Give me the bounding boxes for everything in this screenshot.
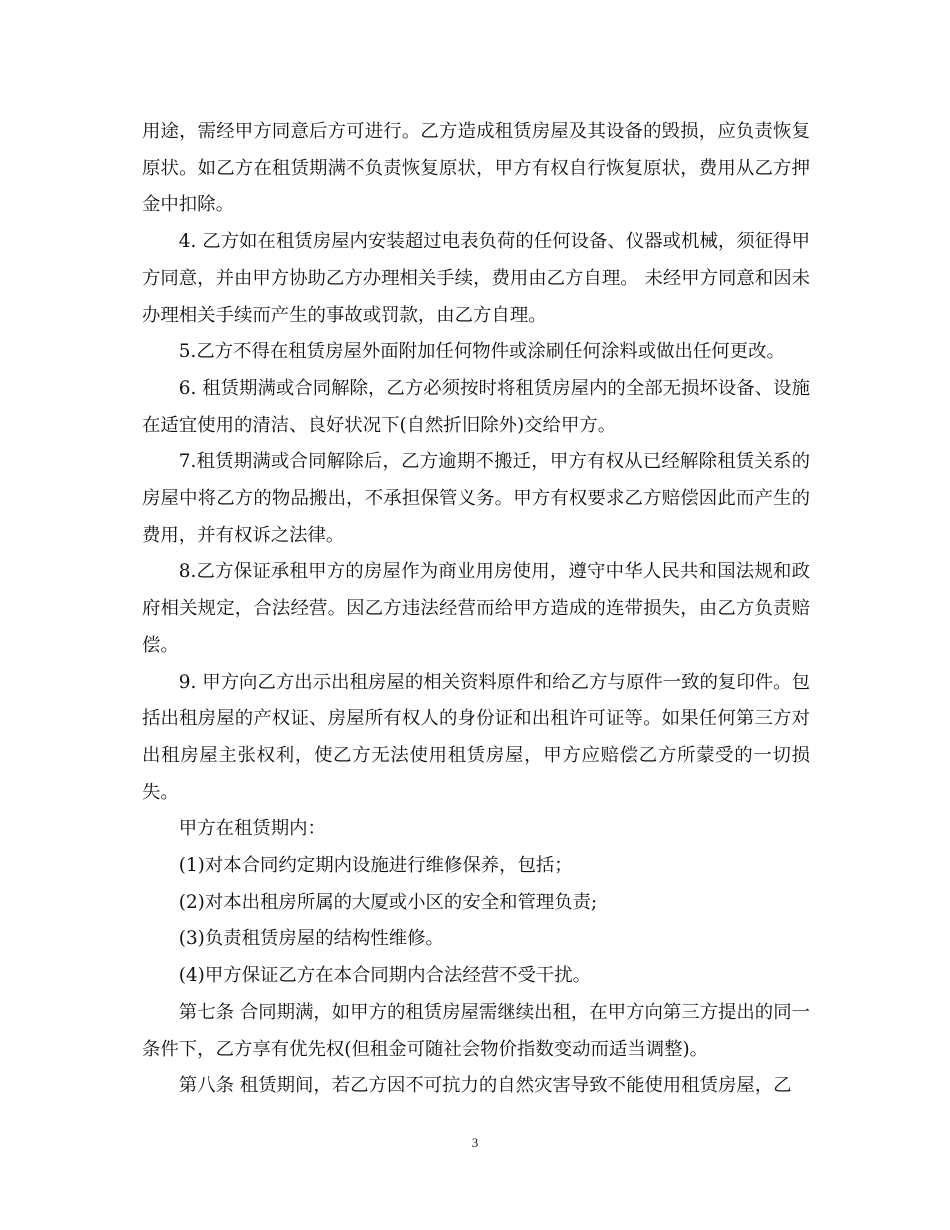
paragraph-item-6: 6. 租赁期满或合同解除，乙方必须按时将租赁房屋内的全部无损坏设备、设施在适宜使用的清洁、良好状况下(自然折旧除外)交给甲方。 — [142, 377, 810, 436]
paragraph-item-7: 7.租赁期满或合同解除后，乙方逾期不搬迁，甲方有权从已经解除租赁关系的房屋中将乙方的物品搬出，不承担保管义务。甲方有权要求乙方赔偿因此而产生的费用，并有权诉之法律。 — [142, 451, 810, 546]
document-body — [142, 114, 810, 1105]
paragraph-article-8: 第八条 租赁期间，若乙方因不可抗力的自然灾害导致不能使用租赁房屋，乙 — [178, 1075, 792, 1097]
paragraph-item-4: 4. 乙方如在租赁房屋内安装超过电表负荷的任何设备、仪器或机械，须征得甲方同意，并由甲方协助乙方办理相关手续，费用由乙方自理。 未经甲方同意和因未办理相关手续而产生的事故或罚款，由乙方自理。 — [142, 231, 810, 326]
page-number: 3 — [471, 1135, 479, 1150]
paragraph-item-9: 9. 甲方向乙方出示出租房屋的相关资料原件和给乙方与原件一致的复印件。包括出租房屋的产权证、房屋所有权人的身份证和出租许可证等。如果任何第三方对出租房屋主张权利，使乙方无法使用租赁房屋，甲方应赔偿乙方所蒙受的一切损失。 — [142, 671, 810, 803]
paragraph-duty-3: (3)负责租赁房屋的结构性维修。 — [178, 928, 444, 950]
paragraph-party-a-duties-heading: 甲方在租赁期内： — [178, 818, 326, 840]
paragraph-duty-2: (2)对本出租房所属的大厦或小区的安全和管理负责; — [178, 891, 598, 913]
paragraph-continuation: 用途，需经甲方同意后方可进行。乙方造成租赁房屋及其设备的毁损，应负责恢复原状。如乙方在租赁期满不负责恢复原状，甲方有权自行恢复原状，费用从乙方押金中扣除。 — [142, 121, 810, 216]
paragraph-item-8: 8.乙方保证承租甲方的房屋作为商业用房使用，遵守中华人民共和国法规和政府相关规定，合法经营。因乙方违法经营而给甲方造成的连带损失，由乙方负责赔偿。 — [142, 561, 810, 656]
paragraph-item-5: 5.乙方不得在租赁房屋外面附加任何物件或涂刷任何涂料或做出任何更改。 — [178, 341, 785, 363]
paragraph-duty-1: (1)对本合同约定期内设施进行维修保养，包括； — [178, 855, 573, 877]
paragraph-article-7: 第七条 合同期满，如甲方的租赁房屋需继续出租，在甲方向第三方提出的同一条件下，乙方享有优先权(但租金可随社会物价指数变动而适当调整)。 — [142, 1001, 810, 1060]
paragraph-duty-4: (4)甲方保证乙方在本合同期内合法经营不受干扰。 — [178, 965, 592, 987]
